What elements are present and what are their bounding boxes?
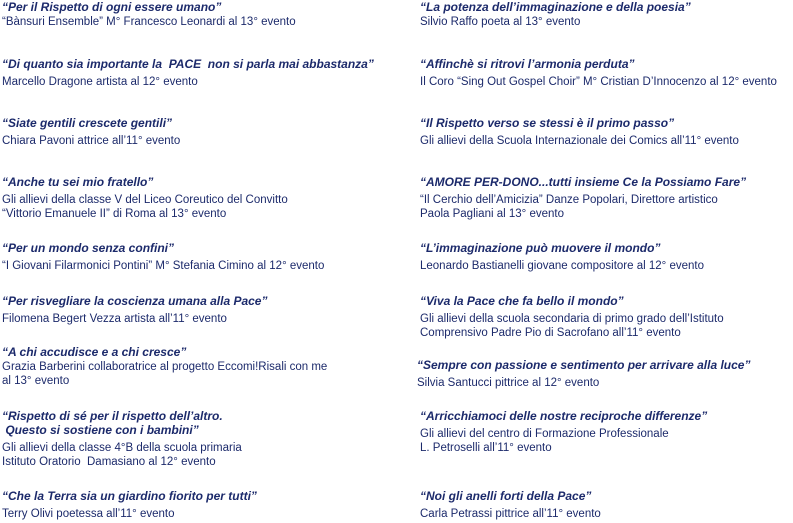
left-entry-7 bbox=[2, 345, 382, 388]
entry-quote: “Arricchiamoci delle nostre reciproche differenze” bbox=[420, 409, 708, 423]
entry-description: Leonardo Bastianelli giovane compositore al 12° evento bbox=[420, 260, 704, 272]
entry-description: Gli allievi della Scuola Internazionale dei Comics all’11° evento bbox=[420, 135, 739, 147]
left-entry-9 bbox=[2, 489, 382, 521]
left-entry-2 bbox=[2, 57, 382, 89]
entry-description: Filomena Begert Vezza artista all’11° evento bbox=[2, 313, 227, 325]
entry-description: Grazia Barberini collaboratrice al progetto Eccomi!Risali con me al 13° evento bbox=[2, 361, 328, 387]
entry-description: Silvio Raffo poeta al 13° evento bbox=[420, 16, 581, 28]
entry-quote: “A chi accudisce e a chi cresce” bbox=[2, 345, 187, 359]
entry-quote: “La potenza dell’immaginazione e della poesia” bbox=[420, 0, 691, 14]
entry-quote: “Anche tu sei mio fratello” bbox=[2, 175, 154, 189]
entry-quote: “Che la Terra sia un giardino fiorito per tutti” bbox=[2, 489, 257, 503]
entry-description: “Bànsuri Ensemble” M° Francesco Leonardi al 13° evento bbox=[2, 16, 296, 28]
right-entry-4 bbox=[420, 175, 793, 221]
left-entry-4 bbox=[2, 175, 382, 221]
entry-description: Gli allievi della classe V del Liceo Coreutico del Convitto “Vittorio Emanuele II” di Roma al 13° evento bbox=[2, 194, 288, 220]
right-entry-7 bbox=[417, 358, 793, 390]
right-entry-9 bbox=[420, 489, 793, 521]
right-entry-3 bbox=[420, 116, 793, 148]
entry-quote: “L’immaginazione può muovere il mondo” bbox=[420, 241, 661, 255]
right-entry-2 bbox=[420, 57, 793, 89]
left-entry-8 bbox=[2, 409, 382, 469]
entry-description: Marcello Dragone artista al 12° evento bbox=[2, 76, 198, 88]
left-entry-5 bbox=[2, 241, 382, 273]
right-entry-1 bbox=[420, 0, 793, 29]
entry-description: “I Giovani Filarmonici Pontini” M° Stefania Cimino al 12° evento bbox=[2, 260, 325, 272]
entry-description: Gli allievi della scuola secondaria di primo grado dell’Istituto Comprensivo Padre Pio di Sacrofano all’11° evento bbox=[420, 313, 724, 339]
right-entry-6 bbox=[420, 294, 793, 340]
entry-description: Terry Olivi poetessa all’11° evento bbox=[2, 508, 175, 520]
entry-quote: “Per risvegliare la coscienza umana alla Pace” bbox=[2, 294, 268, 308]
entry-quote: “Viva la Pace che fa bello il mondo” bbox=[420, 294, 624, 308]
entry-quote: “Il Rispetto verso se stessi è il primo passo” bbox=[420, 116, 675, 130]
right-entry-8 bbox=[420, 409, 793, 455]
entry-quote: “Per il Rispetto di ogni essere umano” bbox=[2, 0, 222, 14]
left-entry-3 bbox=[2, 116, 382, 148]
entry-quote: “Di quanto sia importante la PACE non si parla mai abbastanza” bbox=[2, 57, 374, 71]
entry-description: Il Coro “Sing Out Gospel Choir” M° Cristian D’Innocenzo al 12° evento bbox=[420, 76, 777, 88]
right-entry-5 bbox=[420, 241, 793, 273]
entry-quote: “AMORE PER-DONO...tutti insieme Ce la Possiamo Fare” bbox=[420, 175, 747, 189]
left-entry-6 bbox=[2, 294, 382, 326]
entry-description: Gli allievi della classe 4°B della scuola primaria Istituto Oratorio Damasiano al 12° evento bbox=[2, 442, 242, 468]
entry-quote: “Sempre con passione e sentimento per arrivare alla luce” bbox=[417, 358, 751, 372]
left-entry-1 bbox=[2, 0, 382, 29]
entry-quote: “Rispetto di sé per il rispetto dell’altro. Questo si sostiene con i bambini” bbox=[2, 409, 223, 437]
entry-quote: “Siate gentili crescete gentili” bbox=[2, 116, 173, 130]
entry-quote: “Per un mondo senza confini” bbox=[2, 241, 175, 255]
entry-description: “Il Cerchio dell’Amicizia” Danze Popolari, Direttore artistico Paola Pagliani al 13° evento bbox=[420, 194, 718, 220]
entry-description: Carla Petrassi pittrice all’11° evento bbox=[420, 508, 601, 520]
entry-description: Silvia Santucci pittrice al 12° evento bbox=[417, 377, 600, 389]
entry-description: Chiara Pavoni attrice all’11° evento bbox=[2, 135, 181, 147]
entry-quote: “Affinchè si ritrovi l’armonia perduta” bbox=[420, 57, 635, 71]
entry-quote: “Noi gli anelli forti della Pace” bbox=[420, 489, 592, 503]
entry-description: Gli allievi del centro di Formazione Professionale L. Petroselli all’11° evento bbox=[420, 428, 669, 454]
